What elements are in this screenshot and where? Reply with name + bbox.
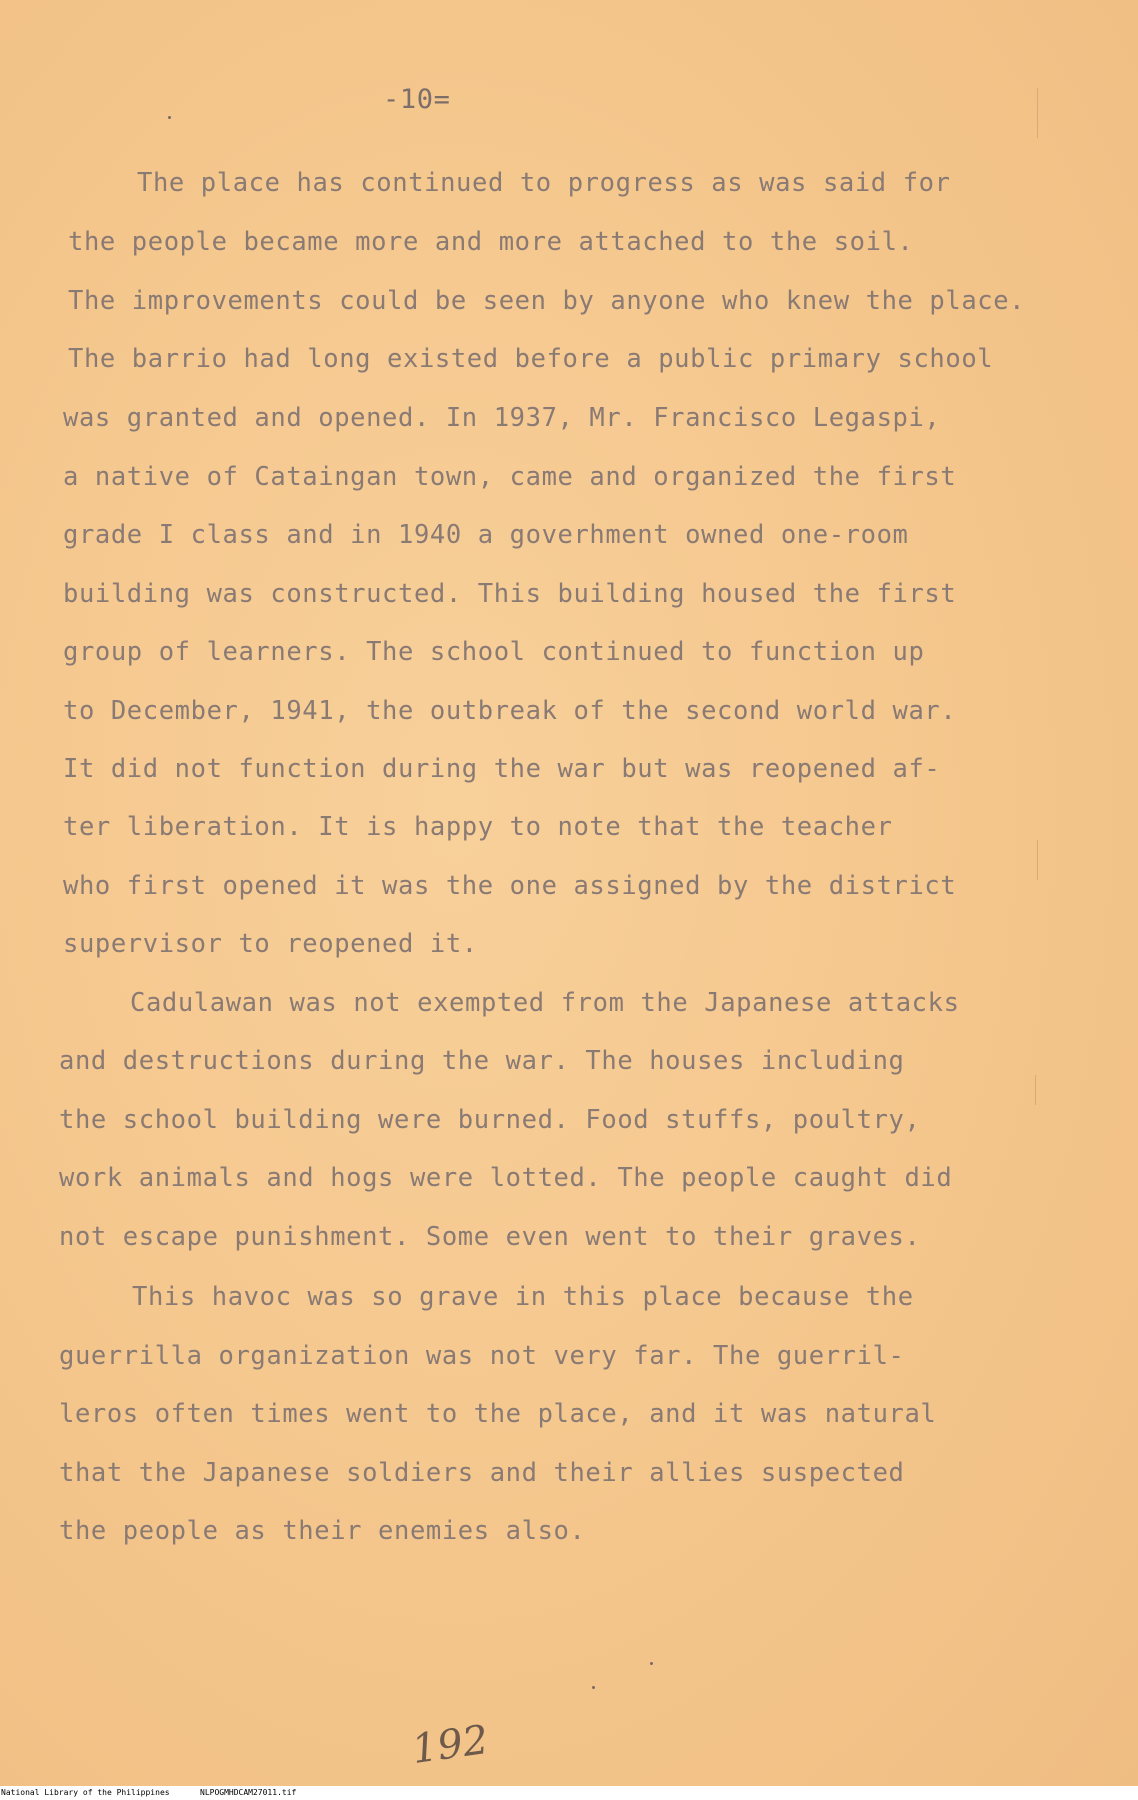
margin-mark <box>1037 88 1038 138</box>
text-line: grade I class and in 1940 a goverhment owned one-room <box>63 520 909 550</box>
text-line: This havoc was so grave in this place because the <box>132 1282 914 1312</box>
text-line: building was constructed. This building housed the first <box>63 579 957 609</box>
page-number: -10= <box>383 84 451 115</box>
text-line: the people as their enemies also. <box>59 1516 586 1546</box>
text-line: It did not function during the war but was reopened af- <box>63 754 941 784</box>
text-line: supervisor to reopened it. <box>63 929 478 959</box>
margin-mark <box>1037 840 1038 880</box>
text-line: work animals and hogs were lotted. The people caught did <box>59 1163 953 1193</box>
footer-library: National Library of the Philippines <box>1 1788 170 1797</box>
scan-footer <box>0 1786 1138 1800</box>
ink-speck <box>592 1686 595 1689</box>
text-line: the school building were burned. Food stuffs, poultry, <box>59 1105 921 1135</box>
handwritten-page-number: 192 <box>409 1716 492 1774</box>
text-line: guerrilla organization was not very far. The guerril- <box>59 1341 905 1371</box>
margin-mark <box>1035 1075 1036 1105</box>
text-line: and destructions during the war. The houses including <box>59 1046 905 1076</box>
text-line: who first opened it was the one assigned by the district <box>63 871 957 901</box>
text-line: group of learners. The school continued to function up <box>63 637 925 667</box>
text-line: that the Japanese soldiers and their allies suspected <box>59 1458 905 1488</box>
text-line: ter liberation. It is happy to note that the teacher <box>63 812 893 842</box>
text-line: the people became more and more attached to the soil. <box>68 227 914 257</box>
text-line: The place has continued to progress as was said for <box>137 168 951 198</box>
text-line: not escape punishment. Some even went to their graves. <box>59 1222 921 1252</box>
ink-speck <box>650 1662 653 1665</box>
text-line: a native of Cataingan town, came and organized the first <box>63 462 957 492</box>
text-line: was granted and opened. In 1937, Mr. Francisco Legaspi, <box>63 403 941 433</box>
text-line: to December, 1941, the outbreak of the second world war. <box>63 696 957 726</box>
ink-speck <box>168 116 171 119</box>
footer-filename: NLPOGMHDCAM27011.tif <box>200 1788 297 1797</box>
text-line: Cadulawan was not exempted from the Japanese attacks <box>130 988 960 1018</box>
text-line: The barrio had long existed before a public primary school <box>68 344 994 374</box>
text-line: leros often times went to the place, and it was natural <box>59 1399 937 1429</box>
text-line: The improvements could be seen by anyone who knew the place. <box>68 286 1026 316</box>
